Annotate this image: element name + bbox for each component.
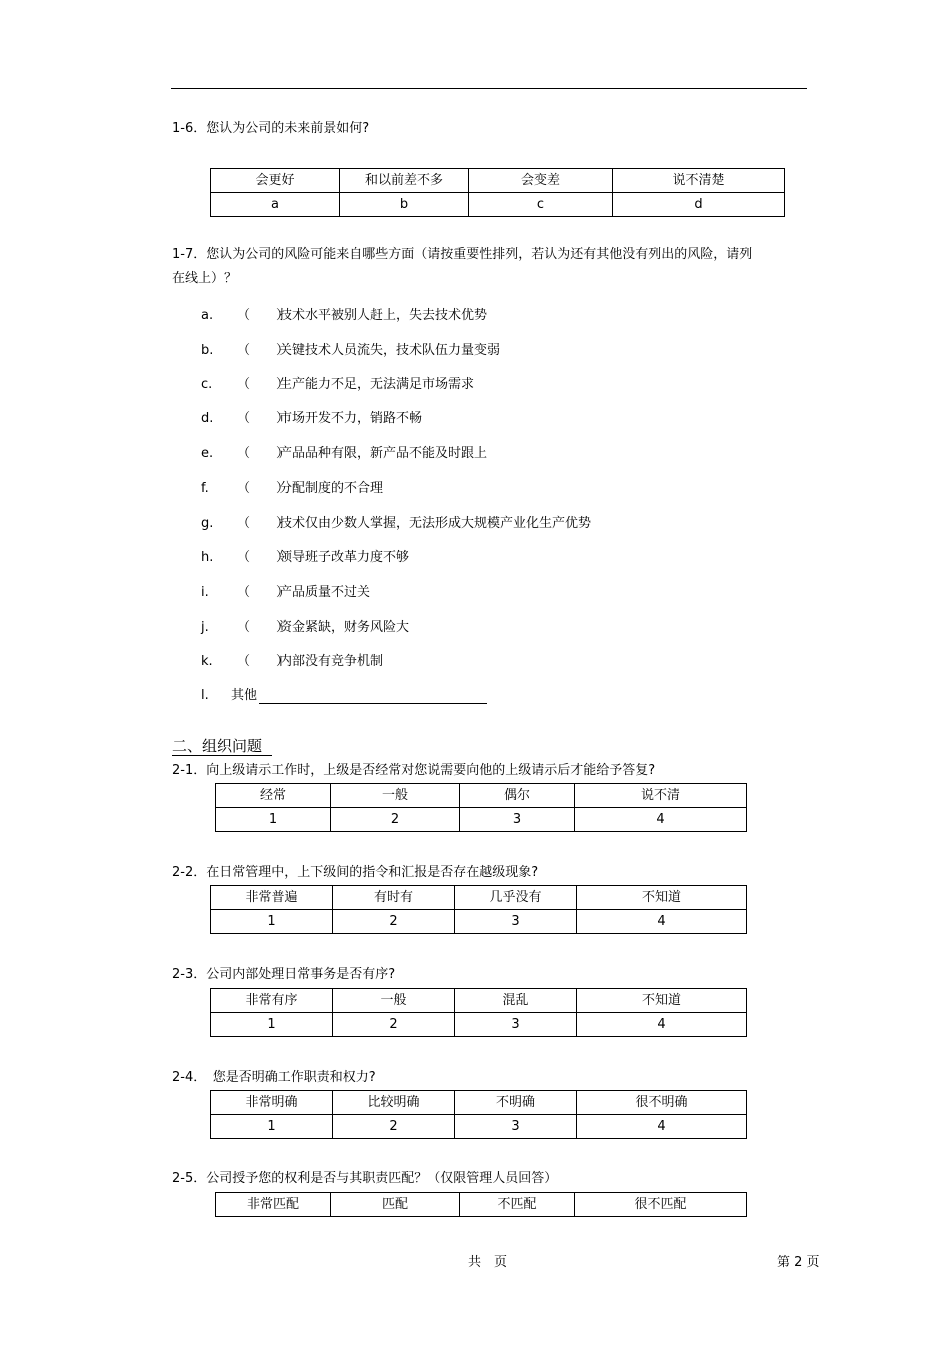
rank-blank[interactable]: （ ） <box>237 446 290 461</box>
option-code[interactable]: b <box>340 193 469 217</box>
table-code-row <box>211 910 747 934</box>
option-label[interactable]: 不明确 <box>455 1091 577 1115</box>
rank-blank[interactable]: （ ） <box>237 481 290 496</box>
item-text: 内部没有竞争机制 <box>279 654 384 669</box>
options-table-2-2 <box>210 885 747 934</box>
option-label[interactable]: 匹配 <box>331 1193 460 1217</box>
item-letter: g. <box>201 516 214 531</box>
option-code[interactable]: a <box>211 193 340 217</box>
option-label[interactable]: 一般 <box>333 989 455 1013</box>
option-label[interactable]: 会变差 <box>469 169 613 193</box>
option-code[interactable]: 4 <box>575 808 747 832</box>
option-code[interactable]: 3 <box>455 910 577 934</box>
question-2-3: 2-3．公司内部处理日常事务是否有序? <box>172 967 396 982</box>
option-code[interactable]: 1 <box>211 1013 333 1037</box>
option-label[interactable]: 和以前差不多 <box>340 169 469 193</box>
rank-blank[interactable]: （ ） <box>237 308 290 323</box>
option-label[interactable]: 很不匹配 <box>575 1193 747 1217</box>
table-code-row <box>211 1115 747 1139</box>
item-text: 产品质量不过关 <box>279 585 371 600</box>
option-code[interactable]: 1 <box>216 808 331 832</box>
option-code[interactable]: d <box>613 193 785 217</box>
option-label[interactable]: 会更好 <box>211 169 340 193</box>
question-1-6: 1-6．您认为公司的未来前景如何? <box>172 121 370 136</box>
table-header-row <box>211 169 785 193</box>
option-code[interactable]: 4 <box>577 1115 747 1139</box>
item-letter: f. <box>201 481 209 496</box>
option-code[interactable]: 1 <box>211 1115 333 1139</box>
rank-blank[interactable]: （ ） <box>237 411 290 426</box>
option-code[interactable]: c <box>469 193 613 217</box>
table-code-row <box>216 808 747 832</box>
option-label[interactable]: 非常明确 <box>211 1091 333 1115</box>
item-text: 分配制度的不合理 <box>279 481 384 496</box>
item-letter: i. <box>201 585 209 600</box>
option-code[interactable]: 3 <box>460 808 575 832</box>
item-letter: a. <box>201 308 214 323</box>
header-rule <box>171 88 807 89</box>
item-text: 其他 <box>231 688 258 703</box>
item-letter: b. <box>201 343 214 358</box>
table-header-row <box>216 1193 747 1217</box>
section-title: 二、组织问题 <box>172 737 272 756</box>
option-code[interactable]: 3 <box>455 1115 577 1139</box>
rank-blank[interactable]: （ ） <box>237 343 290 358</box>
option-label[interactable]: 比较明确 <box>333 1091 455 1115</box>
item-letter: d. <box>201 411 214 426</box>
rank-blank[interactable]: （ ） <box>237 620 290 635</box>
item-text: 关键技术人员流失，技术队伍力量变弱 <box>279 343 501 358</box>
question-1-7-line1: 1-7．您认为公司的风险可能来自哪些方面（请按重要性排列，若认为还有其他没有列出的风险，请列 <box>172 247 753 262</box>
table-code-row <box>211 193 785 217</box>
item-text: 领导班子改革力度不够 <box>279 550 410 565</box>
option-label[interactable]: 一般 <box>331 784 460 808</box>
page-total: 共 页 <box>468 1255 508 1270</box>
option-code[interactable]: 1 <box>211 910 333 934</box>
question-2-2: 2-2．在日常管理中，上下级间的指令和汇报是否存在越级现象? <box>172 865 539 880</box>
item-text: 产品品种有限，新产品不能及时跟上 <box>279 446 488 461</box>
option-label[interactable]: 不知道 <box>577 886 747 910</box>
option-label[interactable]: 有时有 <box>333 886 455 910</box>
rank-blank[interactable]: （ ） <box>237 585 290 600</box>
options-table-2-4 <box>210 1090 747 1139</box>
option-label[interactable]: 非常有序 <box>211 989 333 1013</box>
rank-blank[interactable]: （ ） <box>237 550 290 565</box>
table-header-row <box>216 784 747 808</box>
rank-blank[interactable]: （ ） <box>237 377 290 392</box>
item-text: 资金紧缺，财务风险大 <box>279 620 410 635</box>
option-label[interactable]: 说不清楚 <box>613 169 785 193</box>
options-table-1-6 <box>210 168 785 217</box>
table-header-row <box>211 886 747 910</box>
item-letter: e. <box>201 446 214 461</box>
option-label[interactable]: 混乱 <box>455 989 577 1013</box>
question-2-4: 2-4． 您是否明确工作职责和权力? <box>172 1070 376 1085</box>
option-code[interactable]: 2 <box>333 1013 455 1037</box>
item-letter: k. <box>201 654 213 669</box>
table-header-row <box>211 989 747 1013</box>
option-label[interactable]: 非常匹配 <box>216 1193 331 1217</box>
option-label[interactable]: 偶尔 <box>460 784 575 808</box>
option-code[interactable]: 2 <box>333 910 455 934</box>
option-label[interactable]: 几乎没有 <box>455 886 577 910</box>
option-label[interactable]: 不知道 <box>577 989 747 1013</box>
options-table-2-3 <box>210 988 747 1037</box>
option-label[interactable]: 不匹配 <box>460 1193 575 1217</box>
rank-blank[interactable]: （ ） <box>237 654 290 669</box>
option-code[interactable]: 4 <box>577 910 747 934</box>
options-table-2-1 <box>215 783 747 832</box>
item-letter: j. <box>201 620 209 635</box>
item-text: 生产能力不足，无法满足市场需求 <box>279 377 475 392</box>
question-2-1: 2-1．向上级请示工作时，上级是否经常对您说需要向他的上级请示后才能给予答复? <box>172 763 656 778</box>
option-code[interactable]: 3 <box>455 1013 577 1037</box>
item-letter: c. <box>201 377 213 392</box>
item-letter: l. <box>201 688 209 703</box>
option-code[interactable]: 2 <box>333 1115 455 1139</box>
option-label[interactable]: 非常普遍 <box>211 886 333 910</box>
item-text: 技术水平被别人赶上，失去技术优势 <box>279 308 488 323</box>
option-label[interactable]: 很不明确 <box>577 1091 747 1115</box>
item-text: 市场开发不力，销路不畅 <box>279 411 423 426</box>
other-fill-in-line[interactable] <box>259 689 487 704</box>
option-label[interactable]: 经常 <box>216 784 331 808</box>
table-header-row <box>211 1091 747 1115</box>
rank-blank[interactable]: （ ） <box>237 516 290 531</box>
option-label[interactable]: 说不清 <box>575 784 747 808</box>
option-code[interactable]: 2 <box>331 808 460 832</box>
question-1-7-line2: 在线上）？ <box>172 271 238 286</box>
options-table-2-5 <box>215 1192 747 1217</box>
question-2-5: 2-5．公司授予您的权利是否与其职责匹配？（仅限管理人员回答） <box>172 1171 558 1186</box>
option-code[interactable]: 4 <box>577 1013 747 1037</box>
table-code-row <box>211 1013 747 1037</box>
item-letter: h. <box>201 550 214 565</box>
item-text: 技术仅由少数人掌握，无法形成大规模产业化生产优势 <box>279 516 592 531</box>
page-number: 第 2 页 <box>777 1255 820 1270</box>
